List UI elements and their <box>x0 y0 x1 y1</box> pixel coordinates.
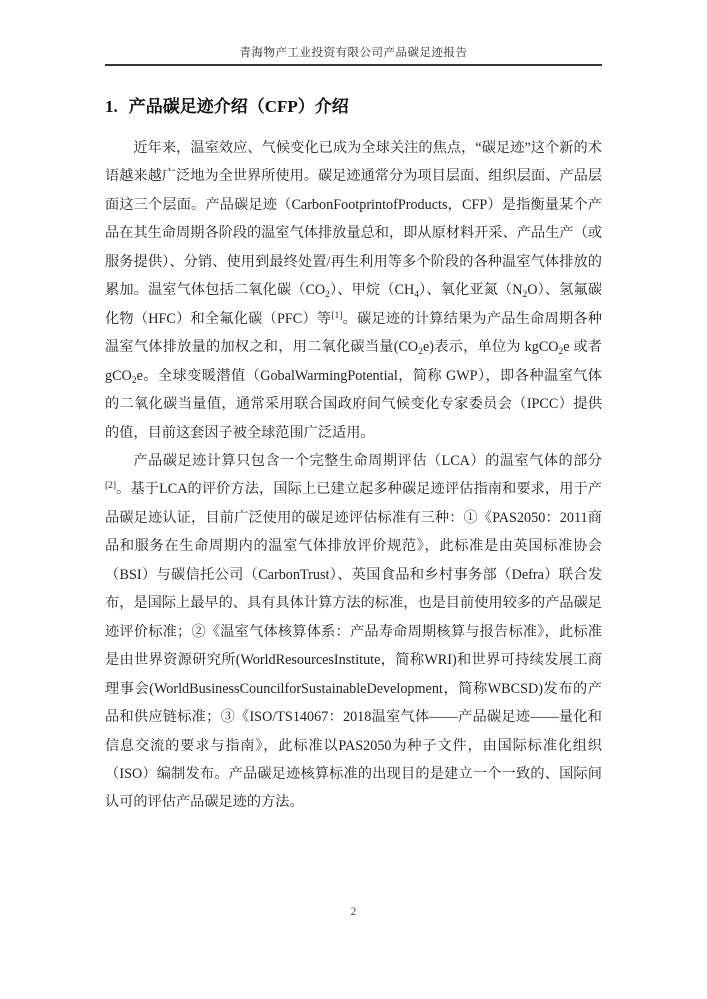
paragraph-intro-carbon-footprint: 近年来，温室效应、气候变化已成为全球关注的焦点，“碳足迹”这个新的术语越来越广泛地为全世界所使用。碳足迹通常分为项目层面、组织层面、产品层面这三个层面。产品碳足迹（CarbonFootprintofProducts，CFP）是指衡量某个产品在其生命周期各阶段的温室气体排放量总和，即从原材料开采、产品生产（或服务提供）、分销、使用到最终处置/再生利用等多个阶段的各种温室气体排放的累加。温室气体包括二氧化碳$(CO_2)$、甲烷$(CH_4)$、氧化亚氮$(N_2O)$、氢氟碳化物（HFC）和全氟化碳（PFC）等[1]。碳足迹的计算结果为产品生命周期各种温室气体排放量的加权之和，用二氧化碳当量$(CO_2e)$表示，单位为 kgCO$_2$e 或者 gCO$_2$e。全球变暖潜值（GobalWarmingPotential，简称 GWP），即各种温室气体的二氧化碳当量值，通常采用联合国政府间气候变化专家委员会（IPCC）提供的值，目前这套因子被全球范围广泛适用。 <box>105 140 603 441</box>
section-title: 产品碳足迹介绍（CFP）介绍 <box>128 97 349 116</box>
paragraph-lca-standards: 产品碳足迹计算只包含一个完整生命周期评估（LCA）的温室气体的部分[2]。基于LCA的评价方法，国际上已建立起多种碳足迹评估指南和要求，用于产品碳足迹认证，目前广泛使用的碳足迹评估标准有三种：①《PAS2050：2011商品和服务在生命周期内的温室气体排放评价规范》，此标准是由英国标准协会（BSI）与碳信托公司（CarbonTrust）、英国食品和乡村事务部（Defra）联合发布，是国际上最早的、具有具体计算方法的标准，也是目前使用较多的产品碳足迹评价标准；②《温室气体核算体系：产品寿命周期核算与报告标准》，此标准是由世界资源研究所(WorldResourcesInstitute，简称WRI)和世界可持续发展工商理事会(WorldBusinessCouncilforSustainableDevelopment，简称WBCSD)发布的产品和供应链标准；③《ISO/TS14067：2018温室气体——产品碳足迹——量化和信息交流的要求与指南》，此标准以PAS2050为种子文件，由国际标准化组织（ISO）编制发布。产品碳足迹核算标准的出现目的是建立一个一致的、国际间认可的评估产品碳足迹的方法。 <box>105 452 602 811</box>
page-content <box>105 95 602 817</box>
header-title: 青海物产工业投资有限公司产品碳足迹报告 <box>239 47 468 59</box>
section-number: 1. <box>105 97 118 116</box>
page-footer <box>0 902 707 920</box>
page-header <box>105 46 602 66</box>
section-heading <box>105 95 602 118</box>
page-number: 2 <box>350 906 357 918</box>
